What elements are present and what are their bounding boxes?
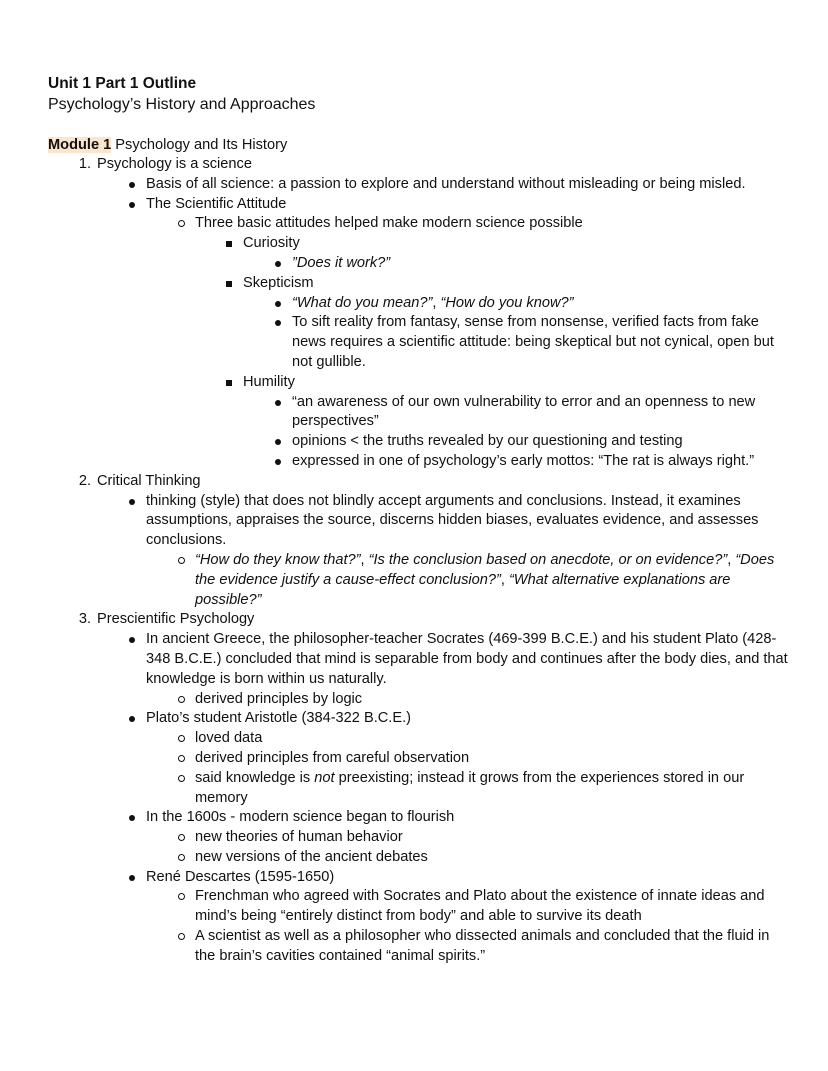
circle-bullet-icon [171, 729, 191, 742]
list-item-text: derived principles from careful observation [195, 749, 470, 766]
list-item [292, 452, 788, 472]
list-item-text: loved data [195, 730, 263, 747]
bullet-icon [268, 393, 288, 406]
list-item [195, 828, 788, 848]
bullet-icon [268, 254, 288, 267]
list-item [195, 214, 788, 234]
quote-text: “What do you mean?” [292, 294, 433, 311]
bullet-icon [122, 630, 142, 643]
list-item-text: expressed in one of psychology’s early mottos: “The rat is always right.” [292, 452, 755, 469]
list-item-text: Basis of all science: a passion to explore and understand without misleading or being misled. [146, 175, 746, 192]
list-item [243, 373, 788, 393]
list-item-text: new theories of human behavior [195, 829, 403, 846]
circle-bullet-icon [171, 848, 191, 861]
bullet-icon [268, 294, 288, 307]
emphasis-text: not [314, 769, 335, 786]
list-item [195, 848, 788, 868]
list-item [292, 313, 788, 372]
module-label-highlight: Module 1 [48, 137, 112, 153]
list-item [146, 808, 788, 828]
list-item [195, 769, 788, 809]
circle-bullet-icon [171, 214, 191, 227]
section-2-item [78, 472, 788, 492]
section-1-item [78, 155, 788, 175]
list-item-text: The Scientific Attitude [146, 195, 287, 212]
list-item-text: derived principles by logic [195, 690, 363, 707]
list-item-text: Three basic attitudes helped make modern science possible [195, 215, 583, 232]
list-item [243, 274, 788, 294]
list-item [146, 195, 788, 215]
bullet-icon [122, 808, 142, 821]
list-item [292, 393, 788, 433]
circle-bullet-icon [171, 828, 191, 841]
section-title: Critical Thinking [97, 472, 201, 489]
list-item [195, 551, 788, 610]
list-item-text: Plato’s student Aristotle (384-322 B.C.E.) [146, 710, 411, 727]
section-title: Prescientific Psychology [97, 611, 255, 628]
list-item [195, 729, 788, 749]
list-item-text: Skepticism [243, 274, 314, 291]
quote-text: “What alternative explanations are possible?” [195, 571, 731, 608]
quote-text: “How do you know?” [440, 294, 574, 311]
list-item-text: In the 1600s - modern science began to flourish [146, 809, 455, 826]
list-item [292, 254, 788, 274]
section-number: 1. [78, 156, 91, 172]
module-title: Psychology and Its History [111, 137, 288, 153]
quote-text: “Is the conclusion based on anecdote, or on evidence?” [368, 551, 728, 568]
list-item-text: new versions of the ancient debates [195, 848, 428, 865]
circle-bullet-icon [171, 749, 191, 762]
list-item-text: ”Does it work?” [292, 254, 391, 271]
square-bullet-icon [219, 274, 239, 287]
quote-text: “Does the evidence justify a cause-effect conclusion?” [195, 551, 775, 588]
page-title: Unit 1 Part 1 Outline [48, 75, 197, 92]
separator: , [500, 571, 509, 588]
section-title: Psychology is a science [97, 156, 252, 172]
list-item-text: René Descartes (1595-1650) [146, 868, 335, 885]
bullet-icon [122, 709, 142, 722]
module-heading [48, 135, 788, 155]
list-item [146, 709, 788, 729]
circle-bullet-icon [171, 551, 191, 564]
list-item-text: A scientist as well as a philosopher who dissected animals and concluded that the fluid in the brain’s cavities contained “animal spirits.” [195, 928, 770, 964]
separator: , [432, 294, 441, 311]
list-item-text: To sift reality from fantasy, sense from nonsense, verified facts from fake news requires a scientific attitude: being skeptical but not cynical, open but not gullible. [292, 314, 774, 370]
list-item-text: Curiosity [243, 235, 300, 252]
section-number: 3. [78, 611, 91, 628]
bullet-icon [268, 432, 288, 445]
list-item [195, 690, 788, 710]
circle-bullet-icon [171, 887, 191, 900]
list-item [146, 630, 788, 689]
list-item-text: “an awareness of our own vulnerability to error and an openness to new perspectives” [292, 393, 756, 430]
circle-bullet-icon [171, 690, 191, 703]
list-item-text: preexisting; instead it grows from the experiences stored in our memory [195, 769, 745, 806]
bullet-icon [268, 452, 288, 465]
list-item [243, 234, 788, 254]
list-item [195, 749, 788, 769]
bullet-icon [268, 313, 288, 326]
list-item [146, 868, 788, 888]
bullet-icon [122, 868, 142, 881]
section-3-item [78, 610, 788, 630]
list-item-text: Humility [243, 373, 295, 390]
list-item-text: thinking (style) that does not blindly accept arguments and conclusions. Instead, it examines assumptions, appraises the source, discerns hidden biases, evaluates evidence, and assesses conclusions. [146, 492, 759, 549]
list-item [292, 294, 788, 314]
list-item-text: Frenchman who agreed with Socrates and Plato about the existence of innate ideas and mind’s being “entirely distinct from body” and able to survive its death [195, 888, 765, 925]
separator: , [727, 551, 736, 568]
square-bullet-icon [219, 234, 239, 247]
list-item [146, 492, 788, 551]
section-number: 2. [78, 472, 91, 489]
bullet-icon [122, 175, 142, 188]
list-item [292, 432, 788, 452]
list-item [195, 927, 788, 967]
list-item-text: In ancient Greece, the philosopher-teacher Socrates (469-399 B.C.E.) and his student Plato (428-348 B.C.E.) concluded that mind is separable from body and continues after the body dies, and that knowledge is born within us naturally. [146, 631, 788, 687]
circle-bullet-icon [171, 769, 191, 782]
circle-bullet-icon [171, 927, 191, 940]
quote-text: “How do they know that?” [195, 551, 361, 568]
list-item-text: opinions < the truths revealed by our questioning and testing [292, 433, 683, 450]
separator: , [360, 551, 369, 568]
page-subtitle: Psychology’s History and Approaches [48, 96, 316, 113]
bullet-icon [122, 195, 142, 208]
square-bullet-icon [219, 373, 239, 386]
bullet-icon [122, 492, 142, 505]
list-item-text: said knowledge is [195, 769, 315, 786]
list-item [195, 887, 788, 927]
list-item [146, 175, 788, 195]
